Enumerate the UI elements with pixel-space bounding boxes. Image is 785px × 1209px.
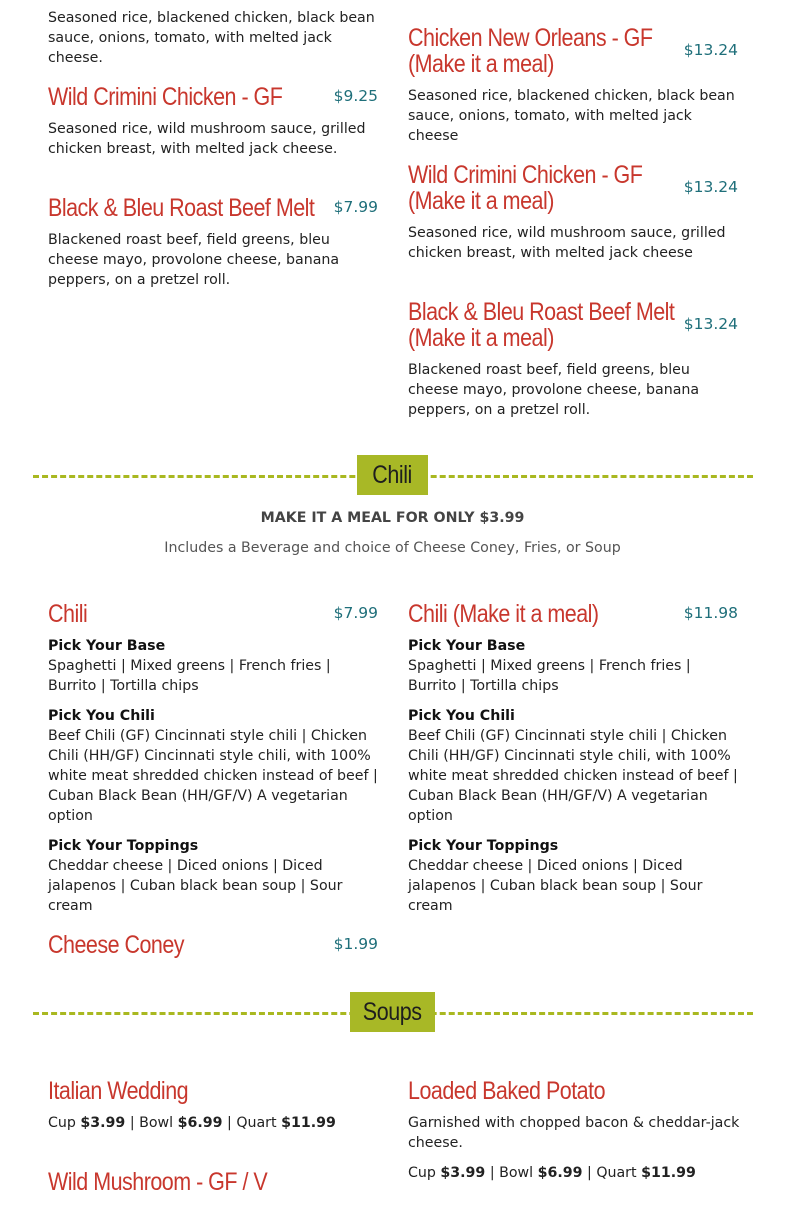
menu-item-price: $1.99 — [333, 935, 378, 953]
menu-item-price: $11.98 — [683, 604, 738, 622]
option-label: Pick Your Toppings — [408, 838, 559, 854]
menu-item-name: Cheese Coney — [48, 931, 185, 959]
menu-item-name: Chili — [48, 600, 88, 628]
menu-item-price: $13.24 — [683, 41, 738, 59]
option-label: Pick You Chili — [48, 708, 155, 724]
menu-item-name: Chili (Make it a meal) — [408, 600, 599, 628]
item-description: Seasoned rice, wild mushroom sauce, grilled chicken breast, with melted jack cheese — [408, 225, 726, 261]
menu-item-name: Black & Bleu Roast Beef Melt — [48, 194, 315, 222]
item-description: Seasoned rice, wild mushroom sauce, grilled chicken breast, with melted jack cheese. — [48, 121, 366, 157]
item-description: Garnished with chopped bacon & cheddar-jack cheese. — [408, 1115, 740, 1151]
menu-item-price: $13.24 — [683, 315, 738, 333]
soup-sizes: Cup $3.99 | Bowl $6.99 | Quart $11.99 — [48, 1115, 336, 1131]
option-text: Beef Chili (GF) Cincinnati style chili | Chicken Chili (HH/GF) Cincinnati style chili, with 100% white meat shredded chicken instead of beef | Cuban Black Bean (HH/GF/V) A vegetarian option — [408, 728, 738, 824]
option-label: Pick Your Base — [48, 638, 166, 654]
menu-item-name: Black & Bleu Roast Beef Melt (Make it a meal) — [408, 298, 675, 352]
option-text: Cheddar cheese | Diced onions | Diced jalapenos | Cuban black bean soup | Sour cream — [408, 858, 703, 914]
menu-item-price: $7.99 — [333, 604, 378, 622]
item-description: Blackened roast beef, field greens, bleu cheese mayo, provolone cheese, banana peppers, on a pretzel roll. — [48, 232, 340, 288]
option-text: Cheddar cheese | Diced onions | Diced jalapenos | Cuban black bean soup | Sour cream — [48, 858, 343, 914]
meal-note: MAKE IT A MEAL FOR ONLY $3.99 — [260, 510, 525, 526]
meal-subtext: Includes a Beverage and choice of Cheese Coney, Fries, or Soup — [164, 540, 621, 556]
chili-options-right — [408, 636, 740, 916]
menu-item-name: Wild Mushroom - GF / V — [48, 1168, 268, 1196]
menu-item-price: $7.99 — [333, 198, 378, 216]
menu-item-name: Wild Crimini Chicken - GF — [48, 83, 283, 111]
item-description: Seasoned rice, blackened chicken, black bean sauce, onions, tomato, with melted jack cheese — [408, 88, 735, 144]
soup-sizes: Cup $3.99 | Bowl $6.99 | Quart $11.99 — [408, 1165, 696, 1181]
item-description: Blackened roast beef, field greens, bleu cheese mayo, provolone cheese, banana peppers, on a pretzel roll. — [408, 362, 700, 418]
menu-item-name: Italian Wedding — [48, 1077, 189, 1105]
option-text: Spaghetti | Mixed greens | French fries | Burrito | Tortilla chips — [408, 658, 691, 694]
option-label: Pick You Chili — [408, 708, 515, 724]
option-label: Pick Your Base — [408, 638, 526, 654]
menu-item-name: Chicken New Orleans - GF (Make it a meal) — [408, 24, 653, 78]
item-description: Seasoned rice, blackened chicken, black bean sauce, onions, tomato, with melted jack cheese. — [48, 10, 375, 66]
option-text: Beef Chili (GF) Cincinnati style chili | Chicken Chili (HH/GF) Cincinnati style chili, with 100% white meat shredded chicken instead of beef | Cuban Black Bean (HH/GF/V) A vegetarian option — [48, 728, 378, 824]
menu-item-name: Wild Crimini Chicken - GF (Make it a meal) — [408, 161, 643, 215]
section-title-soups: Soups — [350, 992, 435, 1032]
menu-item-price: $9.25 — [333, 87, 378, 105]
section-title-chili: Chili — [357, 455, 428, 495]
option-label: Pick Your Toppings — [48, 838, 199, 854]
option-text: Spaghetti | Mixed greens | French fries | Burrito | Tortilla chips — [48, 658, 331, 694]
menu-item-price: $13.24 — [683, 178, 738, 196]
chili-options-left — [48, 636, 380, 916]
menu-item-name: Loaded Baked Potato — [408, 1077, 606, 1105]
